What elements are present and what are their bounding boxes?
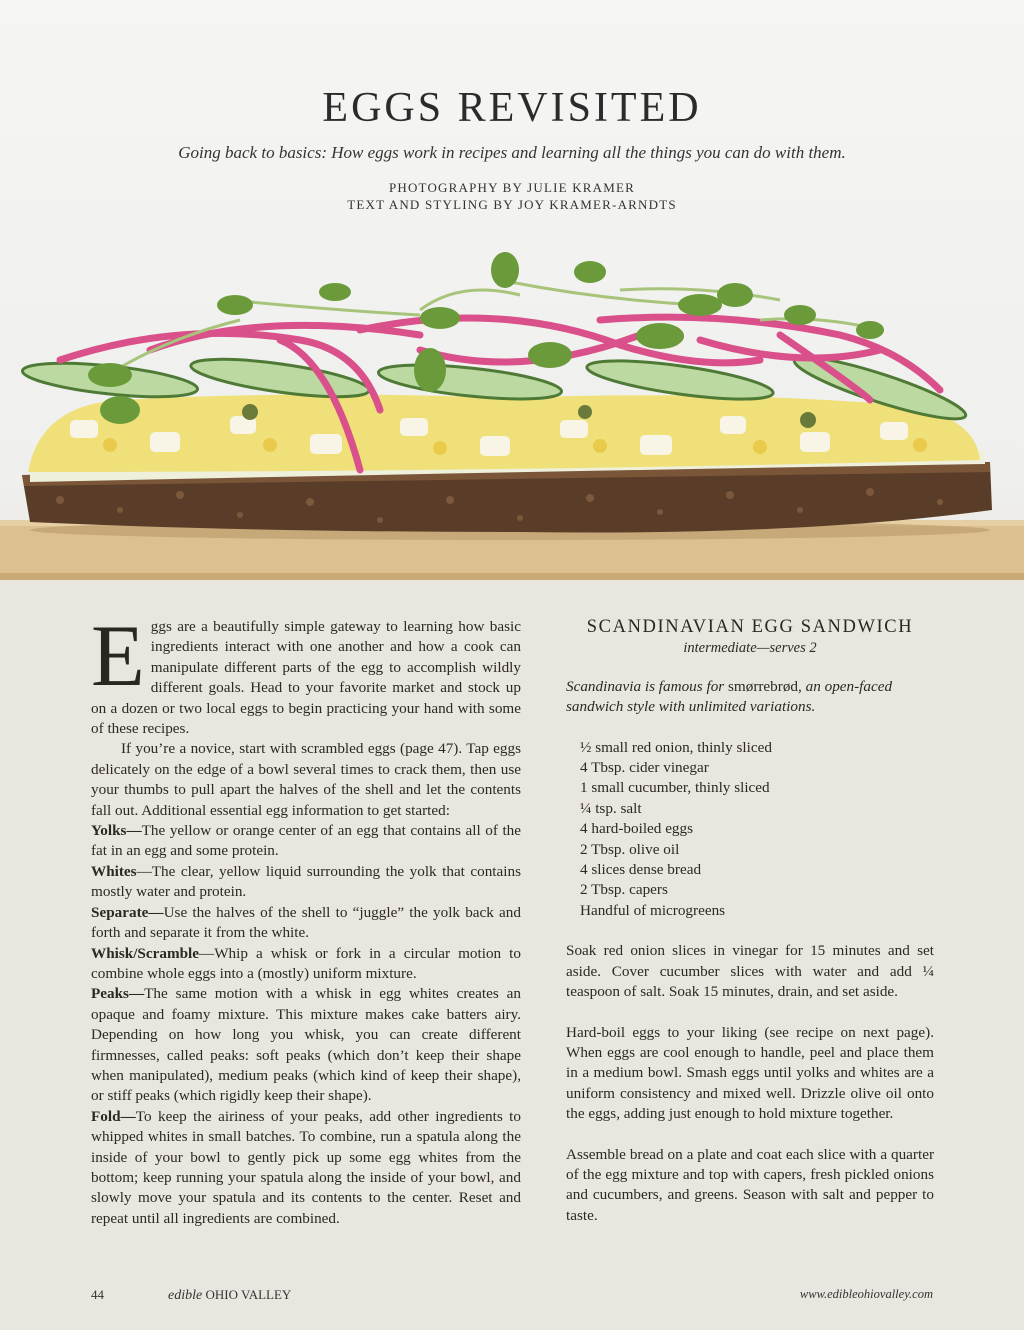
article-body [91, 608, 521, 1229]
term-label: Yolks— [91, 822, 142, 840]
recipe-step: Hard-boil eggs to your liking (see recipe on next page). When eggs are cool enough to handle, peel and place them in a medium bowl. Smash eggs until yolks and whites are a uniform consistency and mixed well. Drizzle olive oil onto the eggs, adding just enough to hold mixture together. [566, 1023, 934, 1123]
term-label: Whites [91, 862, 137, 880]
recipe-card [566, 617, 934, 1241]
article-subtitle: Going back to basics: How eggs work in recipes and learning all the things you can do with them. [178, 143, 846, 162]
recipe-title: SCANDINAVIAN EGG SANDWICH [586, 617, 914, 637]
term-whisk-scramble [91, 944, 521, 985]
magazine-name-italic: edible [168, 1288, 203, 1303]
term-definition: —The clear, yellow liquid surrounding the yolk that contains mostly water and protein. [91, 862, 521, 901]
term-label: Fold— [91, 1107, 136, 1125]
term-definition: —Whip a whisk or fork in a circular motion to combine whole eggs into a (mostly) uniform mixture. [91, 944, 521, 982]
drop-cap: E [91, 608, 145, 705]
term-definition: To keep the airiness of your peaks, add other ingredients to whipped whites in small batches. To combine, run a spatula along the inside of your bowl to gently pick up some egg whites from the bottom; keep running your spatula along the inside of your bowl, and slowly move your spatula and its contents to the center. Reset and repeat until all ingredients are combined. [91, 1107, 521, 1227]
ingredient-item: 4 slices dense bread [580, 861, 702, 879]
intro-paragraph [91, 608, 521, 739]
ingredient-item: 4 Tbsp. cider vinegar [580, 759, 709, 777]
recipe-step: Soak red onion slices in vinegar for 15 minutes and set aside. Cover cucumber slices with water and add ¼ teaspoon of salt. Soak 15 minutes, drain, and set aside. [566, 942, 934, 1001]
recipe-intro-end: , an open-faced sandwich style with unlimited variations. [566, 677, 893, 716]
term-yolks [91, 821, 521, 862]
text-credit: TEXT AND STYLING BY JOY KRAMER-ARNDTS [347, 197, 677, 212]
sandwich-photo [0, 240, 1024, 580]
term-label: Peaks— [91, 985, 145, 1003]
recipe-intro-start: Scandinavia is famous for [566, 677, 728, 695]
ingredient-item: 4 hard-boiled eggs [580, 820, 694, 838]
term-definition: Use the halves of the shell to “juggle” the yolk back and forth and separate it from the white. [91, 903, 521, 942]
term-label: Whisk/Scramble [91, 944, 200, 962]
ingredient-list [580, 738, 934, 922]
ingredient-item: 2 Tbsp. capers [580, 881, 668, 899]
ingredient-item: 2 Tbsp. olive oil [580, 840, 680, 858]
article-header [0, 0, 1024, 250]
article-title: EGGS REVISITED [322, 85, 702, 131]
ingredient-item: ½ small red onion, thinly sliced [580, 738, 772, 756]
recipe-step: Assemble bread on a plate and coat each slice with a quarter of the egg mixture and top with capers, fresh pickled onions and cucumbers, and greens. Season with salt and pepper to taste. [566, 1145, 934, 1224]
intro-text: ggs are a beautifully simple gateway to learning how basic ingredients interact with one another and how a cook can manipulate different parts of the egg to accomplish wildly different goals. Head to your favorite market and stock up on a dozen or two local eggs to begin practicing your hand with some of these recipes. [91, 618, 521, 738]
term-definition: The yellow or orange center of an egg that contains all of the fat in an egg and some protein. [91, 822, 521, 860]
photo-credit: PHOTOGRAPHY BY JULIE KRAMER [388, 180, 636, 195]
term-fold [91, 1107, 521, 1229]
recipe-meta: intermediate—serves 2 [683, 640, 817, 657]
term-label: Separate— [91, 903, 164, 921]
sandwich-illustration [0, 240, 1024, 580]
ingredient-item: Handful of microgreens [580, 901, 726, 919]
term-definition: The same motion with a whisk in egg whites creates an opaque and foamy mixture. This mixture makes cake batters airy. Depending on how long you whisk, you can create different firmnesses, called peaks: soft peaks (which don’t keep their shape when manipulated), medium peaks (which kind of keep their shape), or stiff peaks (which rigidly keep their shape). [91, 985, 521, 1105]
term-whites [91, 862, 521, 903]
term-separate [91, 903, 521, 944]
ingredient-item: ¼ tsp. salt [580, 799, 642, 817]
recipe-intro [566, 677, 934, 718]
magazine-name-rest: OHIO VALLEY [202, 1287, 292, 1302]
page-number: 44 [91, 1287, 104, 1302]
ingredient-item: 1 small cucumber, thinly sliced [580, 779, 770, 797]
recipe-intro-word: smørrebrød [728, 677, 799, 695]
website-link[interactable]: www.edibleohiovalley.com [799, 1287, 933, 1301]
term-peaks [91, 984, 521, 1106]
novice-paragraph: If you’re a novice, start with scrambled eggs (page 47). Tap eggs delicately on the edge of a bowl several times to crack them, then use your thumbs to pull apart the halves of the shell and let the contents fall out. Additional essential egg information to get started: [91, 740, 521, 819]
magazine-name [168, 1287, 291, 1304]
